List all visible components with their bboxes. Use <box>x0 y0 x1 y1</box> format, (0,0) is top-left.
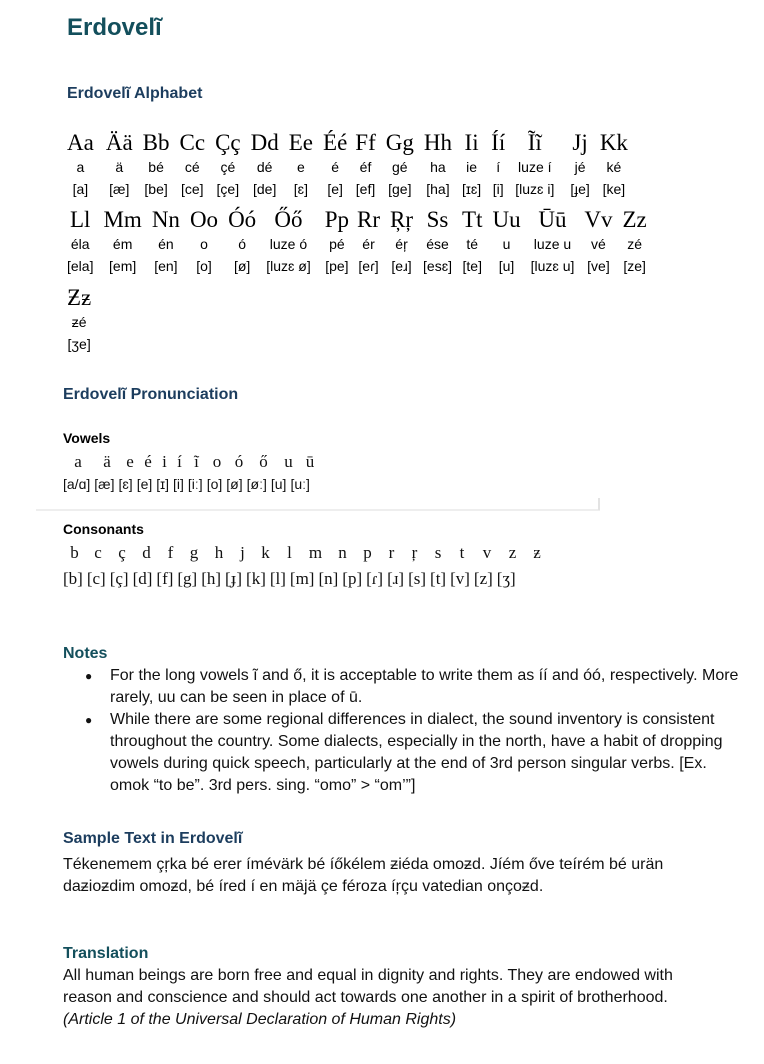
letter-glyph: Ll <box>70 207 91 232</box>
letter-ipa: [ʒe] <box>67 336 91 352</box>
vowel-ipa: [e] <box>136 476 153 492</box>
letter-name: u <box>502 236 511 252</box>
alphabet-letter <box>584 206 612 277</box>
vowel-ipa: [iː] <box>187 476 203 492</box>
letter-ipa: [ve] <box>587 258 610 274</box>
notes-heading: Notes <box>63 645 108 662</box>
letter-ipa: [pe] <box>325 258 349 274</box>
letter-glyph: Hh <box>423 130 452 155</box>
consonant-ipa: [p] <box>342 569 363 588</box>
letter-glyph: Ƶƶ <box>67 285 92 310</box>
consonant-ipa: [b] <box>63 569 83 588</box>
letter-glyph: Pp <box>324 207 350 232</box>
vowel-letter: a <box>74 452 82 471</box>
vowel-letters-row <box>63 452 320 472</box>
consonant-ipa: [g] <box>177 569 198 588</box>
consonant-ipa: [t] <box>430 569 447 588</box>
consonant-letter: g <box>189 543 199 562</box>
letter-glyph: Ee <box>288 130 314 155</box>
letter-ipa: [e] <box>327 181 343 197</box>
alphabet-letter <box>531 206 575 277</box>
letter-name: ó <box>238 236 247 252</box>
consonant-letter: j <box>240 543 245 562</box>
translation-heading: Translation <box>63 945 149 962</box>
sample-text: Tékenemem çŗka bé erer ímévärk bé íőkélem ƶiéda omoƶd. Jíém őve teírém bé urän daƶioƶdim omoƶd, bé íred í en mäjä çe féroza íŗçu vatedian onçoƶd. <box>63 856 664 895</box>
letter-ipa: [luzɛ ø] <box>266 258 311 274</box>
letter-glyph: Ää <box>105 130 133 155</box>
letter-glyph: Aa <box>67 130 94 155</box>
letter-ipa: [u] <box>498 258 515 274</box>
consonant-letter: f <box>167 543 174 562</box>
translation-citation: (Article 1 of the Universal Declaration of Human Rights) <box>63 1011 457 1028</box>
letter-glyph: Çç <box>215 130 241 155</box>
alphabet-letter <box>289 129 313 200</box>
alphabet-letter <box>515 129 554 200</box>
letter-name: í <box>496 159 501 175</box>
consonant-ipa: [k] <box>246 569 266 588</box>
consonant-ipa: [ɟ] <box>225 569 243 588</box>
alphabet-row <box>67 129 628 200</box>
consonant-letter: c <box>94 543 102 562</box>
alphabet-letter <box>424 129 452 200</box>
vowel-letter: ó <box>234 452 244 471</box>
consonant-ipa: [l] <box>269 569 286 588</box>
consonant-letter: b <box>70 543 79 562</box>
letter-name: ér <box>362 236 375 252</box>
letter-name: bé <box>148 159 164 175</box>
consonants-heading: Consonants <box>63 521 144 537</box>
letter-name: ése <box>426 236 449 252</box>
letter-glyph: Oo <box>189 207 219 232</box>
alphabet-letter <box>423 206 452 277</box>
alphabet-letter <box>491 129 505 200</box>
alphabet-letter <box>570 129 589 200</box>
consonant-ipa: [ʒ] <box>496 569 516 588</box>
letter-name: jé <box>574 159 586 175</box>
alphabet-letter <box>228 206 256 277</box>
alphabet-letter <box>325 206 349 277</box>
letter-ipa: [eɹ] <box>391 258 412 274</box>
consonant-ipa: [ɾ] <box>366 569 384 588</box>
consonant-ipa: [d] <box>132 569 153 588</box>
alphabet-letter <box>67 129 94 200</box>
letter-glyph: Íí <box>491 130 506 155</box>
letter-name: pé <box>329 236 345 252</box>
letter-name: luze í <box>518 159 552 175</box>
letter-name: a <box>76 159 85 175</box>
notes-list <box>63 665 750 797</box>
translation-text: All human beings are born free and equal in dignity and rights. They are endowed with reason and conscience and should act towards one another in a spirit of brotherhood. <box>63 967 673 1006</box>
alphabet-letter <box>152 206 180 277</box>
vowel-letter: u <box>284 452 293 471</box>
vowel-letter: ä <box>103 452 111 471</box>
letter-glyph: Nn <box>151 207 180 232</box>
letter-name: én <box>158 236 174 252</box>
section-divider <box>36 509 600 511</box>
letter-glyph: Tt <box>462 207 483 232</box>
alphabet-letter <box>67 206 93 277</box>
alphabet-letter <box>67 284 91 355</box>
letter-name: zé <box>627 236 643 252</box>
consonant-letter: h <box>214 543 224 562</box>
page-title: Erdovelĩ <box>67 14 162 41</box>
letter-name: gé <box>392 159 408 175</box>
vowel-letter: e <box>126 452 134 471</box>
letter-name: é <box>331 159 340 175</box>
letter-glyph: Őő <box>274 207 303 232</box>
letter-ipa: [ɪɛ] <box>461 181 482 197</box>
letter-name: e <box>296 159 305 175</box>
vowel-letter: ő <box>259 452 268 471</box>
letter-glyph: Ss <box>426 207 449 232</box>
consonant-letter: p <box>363 543 372 562</box>
letter-ipa: [luzɛ u] <box>530 258 575 274</box>
letter-name: ké <box>606 159 622 175</box>
letter-ipa: [ø] <box>233 258 251 274</box>
alphabet-letter <box>492 206 520 277</box>
letter-ipa: [ha] <box>426 181 450 197</box>
alphabet-letter <box>323 129 347 200</box>
alphabet-letter <box>355 129 375 200</box>
letter-name: éla <box>70 236 90 252</box>
note-item: ● For the long vowels ĩ and ő, it is acceptable to write them as íí and óó, respectively. More rarely, uu can be seen in place of ū. <box>110 665 750 709</box>
letter-ipa: [en] <box>154 258 178 274</box>
consonant-letter: n <box>338 543 347 562</box>
alphabet-letter <box>390 206 413 277</box>
letter-ipa: [ze] <box>623 258 646 274</box>
consonant-letter: s <box>434 543 442 562</box>
consonant-letter: l <box>287 543 292 562</box>
vowel-ipa: [ɛ] <box>118 476 133 492</box>
letter-ipa: [luzɛ i] <box>515 181 555 197</box>
consonant-letter: z <box>508 543 517 562</box>
letter-name: ém <box>112 236 133 252</box>
letter-ipa: [te] <box>462 258 482 274</box>
consonant-ipa: [m] <box>289 569 315 588</box>
letter-glyph: Vv <box>584 207 613 232</box>
vowel-ipa: [a/ɑ] <box>63 476 91 492</box>
letter-glyph: Uu <box>492 207 521 232</box>
consonant-ipa: [f] <box>156 569 174 588</box>
vowel-letter: í <box>177 452 182 471</box>
letter-name: çé <box>220 159 236 175</box>
letter-glyph: Ŗŗ <box>390 207 414 232</box>
alphabet-heading: Erdovelĩ Alphabet <box>67 85 203 102</box>
letter-glyph: Éé <box>323 130 348 155</box>
consonant-letter: v <box>482 543 492 562</box>
letter-name: ie <box>466 159 478 175</box>
letter-ipa: [ɛ] <box>293 181 308 197</box>
vowel-letter: ĩ <box>194 452 199 471</box>
letter-ipa: [ef] <box>355 181 376 197</box>
alphabet-letter <box>251 129 279 200</box>
alphabet-letter <box>623 206 647 277</box>
alphabet-letter <box>143 129 170 200</box>
letter-glyph: Ĩĩ <box>527 130 542 155</box>
sample-heading: Sample Text in Erdovelĩ <box>63 830 243 847</box>
alphabet-letter <box>386 129 414 200</box>
alphabet-letter <box>266 206 311 277</box>
letter-glyph: Dd <box>250 130 279 155</box>
consonant-letter: ŗ <box>411 543 418 562</box>
letter-ipa: [o] <box>196 258 212 274</box>
letter-ipa: [ke] <box>602 181 626 197</box>
letter-glyph: Jj <box>572 130 588 155</box>
letter-name: té <box>466 236 479 252</box>
letter-name: éf <box>359 159 372 175</box>
consonant-ipa: [ɹ] <box>387 569 405 588</box>
consonant-ipa: [h] <box>201 569 222 588</box>
consonant-letter: k <box>261 543 270 562</box>
letter-name: luze u <box>533 236 572 252</box>
vowel-ipa: [æ] <box>94 476 115 492</box>
letter-name: o <box>200 236 208 252</box>
alphabet-row <box>67 206 647 277</box>
letter-ipa: [i] <box>492 181 504 197</box>
alphabet-letter <box>357 206 380 277</box>
letter-ipa: [çe] <box>216 181 240 197</box>
divider-edge <box>598 498 600 510</box>
letter-name: vé <box>591 236 606 252</box>
consonant-ipa: [n] <box>318 569 339 588</box>
vowel-ipa: [øː] <box>246 476 267 492</box>
vowel-letter: o <box>212 452 222 471</box>
vowel-ipa: [ø] <box>226 476 243 492</box>
vowel-ipa: [o] <box>206 476 223 492</box>
consonant-letter: t <box>459 543 465 562</box>
alphabet-letter <box>600 129 628 200</box>
letter-glyph: Zz <box>622 207 647 232</box>
alphabet-letter <box>180 129 206 200</box>
consonant-letter: d <box>142 543 151 562</box>
letter-name: ƶé <box>71 314 87 330</box>
consonant-ipa-row <box>63 569 520 589</box>
consonant-letter: r <box>388 543 395 562</box>
letter-name: dé <box>256 159 273 175</box>
alphabet-letter <box>106 129 133 200</box>
alphabet-letter <box>462 206 482 277</box>
vowel-letter: ū <box>305 452 315 471</box>
vowel-ipa: [i] <box>173 476 184 492</box>
letter-glyph: Ii <box>464 130 479 155</box>
consonant-letter: ç <box>118 543 126 562</box>
consonant-ipa: [z] <box>473 569 493 588</box>
letter-name: éŗ <box>395 236 408 252</box>
consonant-letter: ƶ <box>533 543 541 562</box>
vowel-letter: é <box>144 452 152 471</box>
alphabet-row <box>67 284 91 355</box>
letter-glyph: Ff <box>355 130 376 155</box>
letter-glyph: Óó <box>228 207 257 232</box>
letter-name: cé <box>184 159 200 175</box>
letter-name: ä <box>115 159 124 175</box>
vowel-ipa: [ɪ] <box>156 476 170 492</box>
letter-ipa: [em] <box>109 258 137 274</box>
vowel-ipa: [u] <box>270 476 287 492</box>
letter-ipa: [ela] <box>67 258 94 274</box>
note-item: ● While there are some regional differences in dialect, the sound inventory is consistent throughout the country. Some dialects, especially in the north, have a habit of dropping vowels during quick speech, particularly at the end of 3rd person singular verbs. [Ex. omok “to be”. 3rd pers. sing. “omo” > “om’”] <box>110 709 750 797</box>
alphabet-letter <box>190 206 218 277</box>
vowel-ipa-row <box>63 476 314 492</box>
alphabet-letter <box>462 129 481 200</box>
vowel-letter: i <box>162 452 167 471</box>
vowels-heading: Vowels <box>63 430 111 446</box>
consonant-ipa: [ç] <box>109 569 129 588</box>
consonant-ipa: [c] <box>86 569 106 588</box>
letter-glyph: Kk <box>599 130 628 155</box>
letter-ipa: [esɛ] <box>423 258 453 274</box>
letter-name: ha <box>430 159 446 175</box>
letter-ipa: [ɟe] <box>570 181 590 197</box>
letter-glyph: Bb <box>142 130 170 155</box>
alphabet-letter <box>215 129 241 200</box>
letter-glyph: Mm <box>103 207 142 232</box>
letter-ipa: [eɾ] <box>358 258 379 274</box>
consonant-ipa: [s] <box>408 569 427 588</box>
letter-ipa: [de] <box>253 181 277 197</box>
letter-name: luze ó <box>269 236 308 252</box>
letter-glyph: Cc <box>179 130 206 155</box>
letter-ipa: [be] <box>144 181 168 197</box>
consonant-letters-row <box>63 543 549 563</box>
letter-ipa: [ge] <box>388 181 412 197</box>
letter-glyph: Ūū <box>538 207 567 232</box>
alphabet-letter <box>103 206 141 277</box>
consonant-letter: m <box>308 543 323 562</box>
letter-ipa: [a] <box>72 181 89 197</box>
letter-ipa: [ce] <box>180 181 204 197</box>
letter-glyph: Gg <box>385 130 414 155</box>
consonant-ipa: [v] <box>450 569 470 588</box>
letter-ipa: [æ] <box>109 181 130 197</box>
vowel-ipa: [uː] <box>290 476 310 492</box>
pronunciation-heading: Erdovelĩ Pronunciation <box>63 386 239 403</box>
letter-glyph: Rr <box>357 207 381 232</box>
